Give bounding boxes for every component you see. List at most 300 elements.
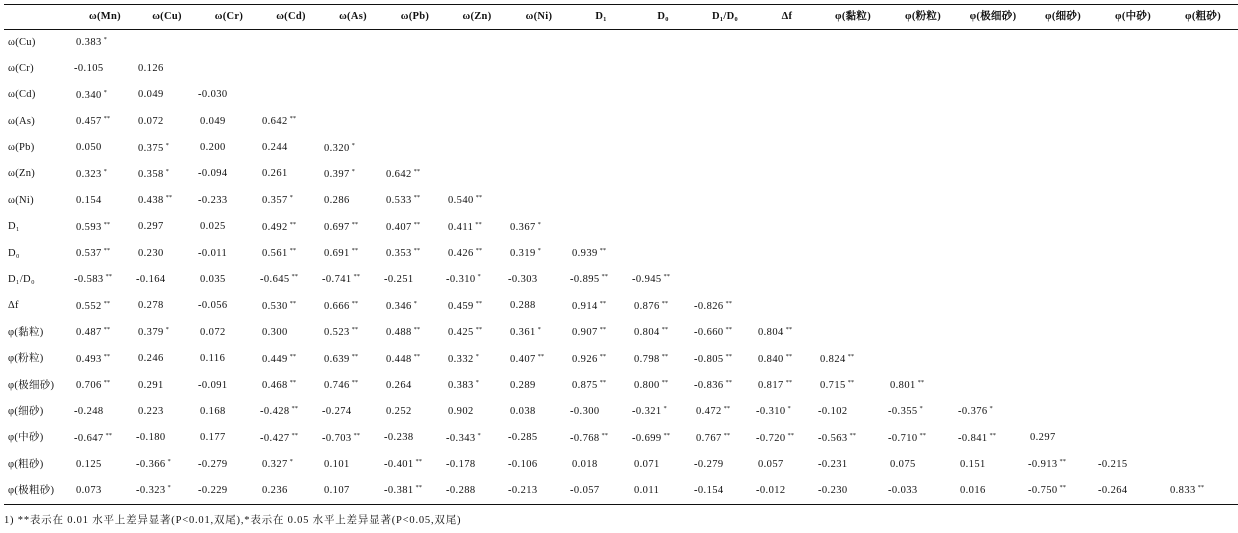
correlation-cell	[958, 478, 1028, 504]
empty-cell	[888, 346, 958, 372]
correlation-cell	[508, 478, 570, 504]
empty-cell	[1098, 82, 1168, 108]
minus-sign: -	[446, 432, 450, 444]
minus-sign: -	[74, 405, 78, 417]
minus-sign: -	[198, 379, 202, 391]
correlation-value: 0.381	[387, 485, 414, 497]
significance-mark: **	[849, 431, 857, 439]
correlation-value: 0.401	[387, 459, 414, 471]
empty-cell	[1098, 56, 1168, 82]
table-row	[4, 320, 1238, 346]
table-row	[4, 82, 1238, 108]
correlation-value: 0.274	[325, 405, 352, 417]
column-header: D₀	[632, 5, 694, 30]
correlation-value: 0.647	[77, 432, 104, 444]
correlation-cell	[136, 161, 198, 187]
table-row	[4, 56, 1238, 82]
empty-cell	[818, 241, 888, 267]
correlation-value: 0.645	[263, 274, 290, 286]
minus-sign: -	[1098, 484, 1102, 496]
empty-cell	[1098, 293, 1168, 319]
correlation-cell	[136, 293, 198, 319]
table-row	[4, 214, 1238, 240]
row-label: φ(黏粒)	[8, 326, 44, 338]
empty-cell	[1168, 399, 1238, 425]
row-label: φ(极细砂)	[8, 379, 55, 391]
significance-mark: **	[601, 273, 609, 281]
empty-cell	[694, 30, 756, 56]
correlation-cell	[322, 241, 384, 267]
table-row	[4, 346, 1238, 372]
correlation-cell	[260, 452, 322, 478]
significance-mark: **	[351, 326, 359, 334]
correlation-value: 0.049	[200, 115, 226, 127]
table-row	[4, 30, 1238, 56]
correlation-value: 0.252	[386, 405, 412, 417]
significance-mark: **	[289, 247, 297, 255]
correlation-cell	[888, 478, 958, 504]
empty-cell	[958, 56, 1028, 82]
correlation-value: 0.492	[262, 221, 288, 233]
correlation-cell	[198, 267, 260, 293]
minus-sign: -	[756, 432, 760, 444]
correlation-cell	[632, 346, 694, 372]
significance-mark: **	[415, 484, 423, 492]
correlation-value: 0.264	[386, 379, 412, 391]
correlation-value: 0.768	[573, 432, 600, 444]
correlation-cell	[384, 320, 446, 346]
significance-mark: **	[599, 247, 607, 255]
significance-mark: *	[477, 273, 481, 281]
correlation-cell	[322, 188, 384, 214]
correlation-value: 0.801	[890, 380, 916, 392]
correlation-value: 0.154	[76, 194, 102, 206]
column-header: ω(Ni)	[508, 5, 570, 30]
correlation-value: 0.397	[324, 168, 350, 180]
minus-sign: -	[136, 273, 140, 285]
significance-mark: **	[413, 220, 421, 228]
significance-mark: **	[289, 115, 297, 123]
correlation-value: 0.011	[634, 484, 660, 496]
empty-cell	[1168, 82, 1238, 108]
correlation-cell	[508, 214, 570, 240]
empty-cell	[818, 214, 888, 240]
minus-sign: -	[260, 406, 264, 418]
minus-sign: -	[322, 274, 326, 286]
correlation-cell	[322, 320, 384, 346]
correlation-value: 0.804	[758, 327, 784, 339]
correlation-value: 0.706	[76, 380, 102, 392]
significance-mark: **	[351, 299, 359, 307]
correlation-cell	[632, 478, 694, 504]
correlation-value: 0.303	[511, 273, 538, 285]
empty-cell	[570, 56, 632, 82]
empty-cell	[818, 109, 888, 135]
correlation-value: 0.230	[138, 247, 164, 259]
row-label: D₁	[8, 221, 20, 233]
table-row	[4, 109, 1238, 135]
correlation-cell	[74, 30, 136, 56]
column-header: D₁	[570, 5, 632, 30]
empty-cell	[1028, 320, 1098, 346]
empty-cell	[570, 135, 632, 161]
correlation-value: 0.523	[324, 327, 350, 339]
correlation-value: 0.552	[76, 300, 102, 312]
correlation-value: 0.229	[201, 484, 228, 496]
row-label: ω(Zn)	[8, 168, 36, 180]
row-label: φ(粉粒)	[8, 353, 44, 365]
correlation-cell	[260, 320, 322, 346]
minus-sign: -	[198, 247, 202, 259]
correlation-cell	[322, 373, 384, 399]
minus-sign: -	[508, 432, 512, 444]
correlation-cell	[136, 267, 198, 293]
correlation-value: 0.448	[386, 353, 412, 365]
correlation-cell	[446, 478, 508, 504]
correlation-cell	[136, 425, 198, 451]
minus-sign: -	[198, 194, 202, 206]
correlation-value: 0.223	[138, 405, 164, 417]
correlation-cell	[818, 425, 888, 451]
correlation-value: 0.075	[890, 458, 916, 470]
correlation-cell	[508, 293, 570, 319]
correlation-cell	[1028, 425, 1098, 451]
correlation-value: 0.540	[448, 195, 474, 207]
empty-cell	[1098, 135, 1168, 161]
empty-cell	[1028, 399, 1098, 425]
correlation-cell	[74, 241, 136, 267]
correlation-cell	[260, 425, 322, 451]
correlation-value: 0.703	[325, 432, 352, 444]
correlation-cell	[958, 452, 1028, 478]
empty-cell	[384, 109, 446, 135]
correlation-cell	[384, 293, 446, 319]
significance-mark: **	[351, 379, 359, 387]
empty-cell	[756, 161, 818, 187]
empty-cell	[818, 320, 888, 346]
significance-mark: **	[537, 352, 545, 360]
minus-sign: -	[136, 432, 140, 444]
correlation-value: 0.105	[77, 62, 104, 74]
correlation-value: 0.438	[138, 195, 164, 207]
minus-sign: -	[632, 432, 636, 444]
correlation-cell	[958, 399, 1028, 425]
correlation-value: 0.038	[510, 405, 536, 417]
minus-sign: -	[570, 432, 574, 444]
empty-cell	[818, 267, 888, 293]
correlation-cell	[694, 346, 756, 372]
correlation-cell	[632, 399, 694, 425]
minus-sign: -	[694, 353, 698, 365]
empty-cell	[1168, 109, 1238, 135]
correlation-value: 0.533	[386, 195, 412, 207]
significance-mark: **	[291, 405, 299, 413]
correlation-cell	[384, 452, 446, 478]
significance-mark: *	[537, 247, 541, 255]
correlation-value: 0.833	[1170, 485, 1196, 497]
empty-cell	[1098, 161, 1168, 187]
correlation-value: 0.639	[324, 353, 350, 365]
correlation-value: 0.011	[201, 247, 228, 259]
column-header: ω(Pb)	[384, 5, 446, 30]
correlation-cell	[198, 214, 260, 240]
empty-cell	[198, 56, 260, 82]
column-header: ω(Cr)	[198, 5, 260, 30]
significance-mark: **	[413, 194, 421, 202]
empty-cell	[260, 56, 322, 82]
correlation-value: 0.286	[324, 194, 350, 206]
correlation-value: 0.907	[572, 327, 598, 339]
empty-cell	[1168, 135, 1238, 161]
significance-mark: **	[413, 247, 421, 255]
column-header: ω(Cd)	[260, 5, 322, 30]
empty-cell	[1028, 293, 1098, 319]
correlation-value: 0.244	[262, 142, 288, 153]
correlation-value: 0.379	[138, 327, 164, 339]
significance-mark: *	[919, 405, 923, 413]
empty-cell	[1028, 267, 1098, 293]
empty-cell	[756, 30, 818, 56]
correlation-cell	[198, 293, 260, 319]
correlation-value: 0.926	[572, 353, 598, 365]
column-header: φ(极细砂)	[958, 5, 1028, 30]
significance-mark: **	[847, 352, 855, 360]
significance-mark: **	[661, 379, 669, 387]
correlation-value: 0.710	[891, 432, 918, 444]
correlation-cell	[198, 425, 260, 451]
correlation-cell	[570, 478, 632, 504]
significance-mark: **	[723, 405, 731, 413]
empty-cell	[694, 56, 756, 82]
minus-sign: -	[694, 380, 698, 392]
empty-cell	[632, 30, 694, 56]
correlation-cell	[74, 346, 136, 372]
table-row	[4, 425, 1238, 451]
minus-sign: -	[384, 459, 388, 471]
correlation-cell	[818, 478, 888, 504]
correlation-value: 0.106	[511, 458, 538, 470]
minus-sign: -	[74, 432, 78, 444]
significance-mark: **	[663, 431, 671, 439]
minus-sign: -	[384, 432, 388, 444]
correlation-cell	[136, 452, 198, 478]
column-header: ω(Cu)	[136, 5, 198, 30]
correlation-cell	[1028, 452, 1098, 478]
correlation-value: 0.050	[76, 142, 102, 153]
correlation-value: 0.876	[634, 300, 660, 312]
correlation-value: 0.251	[387, 273, 414, 285]
correlation-cell	[694, 478, 756, 504]
minus-sign: -	[1028, 459, 1032, 471]
significance-mark: **	[661, 299, 669, 307]
correlation-value: 0.361	[510, 327, 536, 339]
empty-cell	[694, 267, 756, 293]
correlation-cell	[322, 267, 384, 293]
correlation-cell	[446, 188, 508, 214]
correlation-cell	[1098, 478, 1168, 504]
correlation-value: 0.073	[76, 484, 102, 496]
correlation-cell	[570, 452, 632, 478]
significance-mark: **	[413, 167, 421, 175]
significance-mark: **	[291, 431, 299, 439]
correlation-cell	[756, 452, 818, 478]
correlation-value: 0.116	[200, 353, 226, 365]
empty-cell	[818, 293, 888, 319]
correlation-cell	[260, 293, 322, 319]
empty-cell	[1098, 267, 1168, 293]
minus-sign: -	[508, 458, 512, 470]
correlation-cell	[322, 425, 384, 451]
empty-cell	[1168, 267, 1238, 293]
empty-cell	[508, 161, 570, 187]
significance-mark: **	[475, 220, 482, 228]
correlation-value: 0.057	[758, 458, 784, 470]
empty-cell	[888, 241, 958, 267]
correlation-cell	[136, 373, 198, 399]
correlation-value: 0.012	[759, 484, 786, 496]
table-body	[4, 30, 1238, 505]
correlation-cell	[570, 399, 632, 425]
correlation-cell	[74, 267, 136, 293]
minus-sign: -	[888, 406, 892, 418]
correlation-cell	[136, 56, 198, 82]
empty-cell	[1168, 320, 1238, 346]
correlation-cell	[384, 399, 446, 425]
row-label: ω(Ni)	[8, 194, 34, 206]
correlation-value: 0.288	[510, 300, 536, 312]
significance-mark: **	[725, 379, 733, 387]
correlation-value: 0.746	[324, 380, 350, 392]
minus-sign: -	[198, 458, 202, 470]
correlation-cell	[384, 241, 446, 267]
significance-mark: **	[103, 299, 111, 307]
empty-cell	[888, 82, 958, 108]
empty-cell	[1098, 214, 1168, 240]
correlation-cell	[570, 267, 632, 293]
correlation-cell	[74, 109, 136, 135]
empty-cell	[1098, 30, 1168, 56]
correlation-cell	[446, 293, 508, 319]
correlation-value: 0.177	[200, 432, 226, 444]
significance-mark: *	[167, 458, 171, 466]
empty-cell	[1168, 346, 1238, 372]
significance-mark: **	[1059, 458, 1067, 466]
empty-cell	[756, 109, 818, 135]
correlation-cell	[198, 452, 260, 478]
empty-cell	[818, 56, 888, 82]
correlation-value: 0.035	[200, 273, 226, 285]
significance-mark: **	[1197, 484, 1205, 492]
table-row	[4, 161, 1238, 187]
correlation-cell	[446, 399, 508, 425]
minus-sign: -	[694, 484, 698, 496]
correlation-cell	[198, 373, 260, 399]
empty-cell	[632, 135, 694, 161]
minus-sign: -	[818, 458, 822, 470]
minus-sign: -	[818, 484, 822, 496]
correlation-value: 0.914	[572, 300, 598, 312]
significance-mark: *	[537, 220, 541, 228]
minus-sign: -	[818, 432, 822, 444]
correlation-value: 0.449	[262, 353, 288, 365]
correlation-cell	[694, 320, 756, 346]
column-header: Δf	[756, 5, 818, 30]
empty-cell	[1168, 373, 1238, 399]
correlation-value: 0.530	[262, 300, 288, 312]
empty-cell	[1168, 214, 1238, 240]
significance-mark: **	[599, 352, 607, 360]
correlation-cell	[694, 293, 756, 319]
correlation-value: 0.836	[697, 380, 724, 392]
significance-mark: **	[475, 299, 483, 307]
correlation-cell	[384, 425, 446, 451]
correlation-value: 0.800	[634, 380, 660, 392]
correlation-value: 0.057	[573, 484, 600, 496]
significance-mark: **	[353, 431, 361, 439]
significance-mark: *	[165, 326, 169, 334]
correlation-cell	[384, 188, 446, 214]
correlation-cell	[384, 214, 446, 240]
significance-mark: **	[475, 326, 483, 334]
empty-cell	[958, 241, 1028, 267]
correlation-value: 0.323	[139, 485, 166, 497]
correlation-cell	[136, 135, 198, 161]
correlation-cell	[384, 267, 446, 293]
empty-cell	[958, 214, 1028, 240]
empty-cell	[694, 188, 756, 214]
correlation-value: 0.320	[324, 142, 350, 154]
table-footnote: 1) **表示在 0.01 水平上差异显著(P<0.01,双尾),*表示在 0.05 水平上差异显著(P<0.05,双尾)	[4, 515, 462, 526]
significance-mark: **	[103, 115, 111, 123]
empty-cell	[632, 161, 694, 187]
correlation-cell	[322, 478, 384, 504]
empty-cell	[1098, 188, 1168, 214]
correlation-cell	[74, 399, 136, 425]
significance-mark: **	[661, 326, 669, 334]
correlation-value: 0.805	[697, 353, 724, 365]
significance-mark: *	[165, 167, 169, 175]
empty-cell	[1098, 109, 1168, 135]
correlation-value: 0.457	[76, 116, 102, 128]
correlation-cell	[570, 293, 632, 319]
correlation-cell	[570, 320, 632, 346]
correlation-cell	[322, 452, 384, 478]
empty-cell	[632, 82, 694, 108]
correlation-value: 0.913	[1031, 459, 1058, 471]
correlation-cell	[136, 346, 198, 372]
correlation-value: 0.895	[573, 274, 600, 286]
empty-cell	[570, 214, 632, 240]
correlation-cell	[322, 346, 384, 372]
empty-cell	[1028, 135, 1098, 161]
significance-mark: **	[351, 247, 359, 255]
correlation-cell	[446, 214, 508, 240]
correlation-value: 0.231	[821, 458, 848, 470]
minus-sign: -	[756, 484, 760, 496]
correlation-value: 0.817	[758, 380, 784, 392]
empty-cell	[322, 109, 384, 135]
correlation-cell	[508, 241, 570, 267]
correlation-value: 0.642	[386, 168, 412, 180]
significance-mark: **	[919, 431, 927, 439]
correlation-cell	[74, 293, 136, 319]
correlation-value: 0.248	[77, 405, 104, 417]
empty-cell	[632, 188, 694, 214]
table-row	[4, 241, 1238, 267]
empty-cell	[1028, 30, 1098, 56]
empty-cell	[888, 161, 958, 187]
empty-cell	[508, 109, 570, 135]
